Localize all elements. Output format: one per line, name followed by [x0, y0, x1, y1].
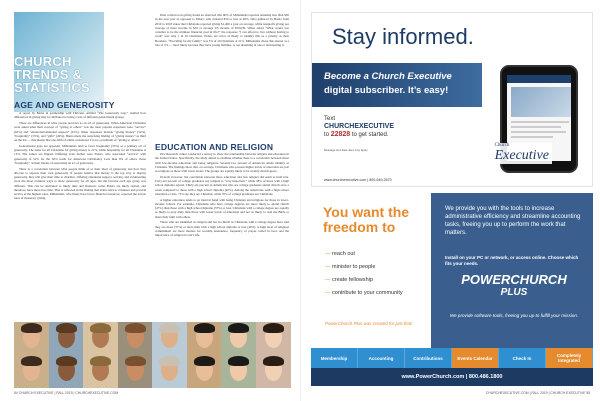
text-keyword: CHURCHEXECUTIVE [324, 123, 395, 130]
subscribe-banner [312, 63, 482, 107]
article-column-education [155, 152, 289, 330]
logo-line-2: PLUS [500, 287, 528, 298]
powerchurch-ad[interactable] [311, 193, 593, 386]
text-to: to [324, 132, 330, 138]
ad2-headline [323, 205, 409, 235]
paragraph: Data collected on giving found an observed that 90% of Millennials reported donating less than $50 in the past year as opposed to Elders, who donated $50 or less at 49%. Data gathered by Barna from 2010 to 2018 states that Christians reported giving $1,400 a year on average, while nonprofit giving per average of more income in $50 or average US income of $59,039. When asked “What would you consider to be the ultimate financial goal in life?” the response “I can afford to live without having to work” was only 1 in 10 Christians. Elders are twice as likely to identify this as a priority as their Boomers. “Providing for my family” was 5% of all Christians at 21%. Millennials chose this answer at a rate of 5% — most likely because they have young families, or are dreaming of one or anticipating it. [155, 13, 289, 47]
banner-line-1: Become a Church Executive [324, 71, 452, 82]
right-page [300, 0, 600, 401]
ad-headline: Stay informed. [332, 24, 474, 49]
paragraph: Pew Research center conducted a survey to show the relationship between religion and education in the United States. Specifically, the study aimed to examine whether there is a correlation between those with low-income education and being religious. Seventy-two percent of American adults identify as Christian. The findings show that, on average, Christians who possess higher levels of education are just as religious as those with lower levels. The groups are equally likely to be weekly church-goers. [155, 152, 289, 173]
section-heading-age: AGE AND GENEROSITY [14, 100, 115, 110]
paragraph: A report by Barna in partnership with Thrivent, entitled “The Generosity Gap,” studied how differences in giving may be attributed to being a part of different generational groups. [14, 111, 146, 120]
tab-check-in[interactable]: Check In [499, 348, 546, 368]
banner-line-2: digital subscriber. It’s easy! [324, 85, 449, 96]
tab-completely-integrated[interactable]: Completely Integrated [546, 348, 593, 368]
list-item: — minister to people [325, 261, 403, 274]
phone-screen-line [511, 131, 566, 133]
portrait-photo [118, 355, 153, 388]
tab-accounting[interactable]: Accounting [358, 348, 405, 368]
ad2-headline-line-2: freedom to [323, 219, 396, 235]
text-started: to get started. [351, 132, 389, 138]
tab-events-calendar[interactable]: Events Calendar [452, 348, 499, 368]
section-heading-education: EDUCATION AND RELIGION [155, 142, 274, 152]
paragraph: Generational gaps are apparent. Millennials tend to favor hospitality (35%) as a primary act of generosity. The same for all Christians for giving money is 21%, while hospitality for all Christians is 13%. The values are flipped. Differing even further were Elders, who associated “service” with generosity at 52% for the 62% norm for American Christians). Less than 9% of elders chose “hospitality” as their means of expressing an act of generosity. [14, 143, 146, 165]
phone-screen-line [511, 126, 561, 128]
ad2-install-note: Install on your PC or network, or access online. Choose which fits your needs. [445, 255, 579, 266]
paragraph: Those who are identified as religion and not in church as Christians with a college degree have said they are more (37%) or more than with a high school diploma or less (46%). A high level of religious commitment are more matters for worship attendance, frequency of prayer, belief in God, and the importance of religion in one’s life. [155, 220, 289, 237]
freedom-list [325, 248, 403, 300]
church-executive-logo [492, 143, 552, 164]
portrait-photo [14, 355, 49, 388]
ad2-pitch: We provide you with the tools to increase administrative efficiency and streamline accounting tasks, freeing you up to perform the work that matters. [445, 206, 581, 236]
portrait-photo [152, 322, 187, 355]
folio-left: 54 CHURCH EXECUTIVE | FALL 2019 | CHURCHEXECUTIVE.COM [14, 391, 119, 395]
text-label: Text [324, 116, 336, 122]
church-executive-ad[interactable] [311, 12, 593, 187]
folio-right: CHURCHEXECUTIVE.COM | FALL 2019 | CHURCH EXECUTIVE 55 [485, 391, 590, 395]
list-item: — reach out [325, 248, 403, 261]
page-title-line-2: STATISTICS [14, 80, 90, 95]
ad-left-panel [311, 193, 431, 348]
paragraph: A higher education tends to go hand in hand with being Christian and religious for those in lower-income cohorts. For example, Christians who have college degrees are more likely to attend church (47%) than those with a high school diploma (37%) or less. Christians with a college degree are equally as likely to pray daily than those with lower levels of education and not as likely to read the Bible or share their faith with others. [155, 197, 289, 219]
logo-big-word: Executive [494, 148, 549, 163]
powerchurch-logo [445, 273, 583, 299]
portrait-photo [221, 355, 256, 388]
portrait-photo [83, 322, 118, 355]
tab-contributions[interactable]: Contributions [405, 348, 452, 368]
list-item: — create fellowship [325, 274, 403, 287]
text-to-subscribe [324, 115, 394, 139]
tab-membership[interactable]: Membership [311, 348, 358, 368]
fine-print: Message and data rates may apply. [324, 148, 369, 152]
paragraph: Overall, however, the correlation between more education and less religion did seem to hold true. Forty-six percent of college graduates say religion is “very important,” while 58% of those with a high school diploma agreed. Thirty-six percent of Americans who are college graduates attend church once a week compared to those with a high school diploma (40%). Among the Americans with a high school education or less, 75% say they are Christian, while 70% of college graduates are Christians. [155, 174, 289, 196]
short-code: 22828 [330, 131, 351, 138]
portrait-photo [187, 355, 222, 388]
paragraph: There are differences in what people perceive as an act of generosity. When American Christians were asked what their concept of “giving to others” was the most popular responses were “service” (62%) and “emotional/relational support” (61%). Other responses include “giving money” (52%), “hospitality” (53%), and “gifts” (49%). Barna made the surprising finding of “giving money” as third on the list — this means that one-fifth of adults considered it to be a premium of “giving to others.” [14, 121, 146, 142]
portrait-photo [187, 322, 222, 355]
phone-screen-bar [507, 75, 571, 83]
portrait-photo-grid [14, 322, 290, 388]
phone-screen-line [511, 136, 553, 138]
logo-small-word: Church [494, 143, 510, 148]
phone-screen-line [511, 121, 569, 123]
phone-screen-photo [511, 87, 571, 117]
portrait-photo [152, 355, 187, 388]
ad2-headline-line-1: You want the [323, 204, 410, 220]
portrait-photo [256, 355, 291, 388]
logo-line-1: POWERCHURCH [461, 272, 567, 287]
portrait-photo [118, 322, 153, 355]
ad-url[interactable]: www.churchexecutive.com | 800-649-2670 [324, 178, 392, 182]
ad2-tagline: We provide software tools, freeing you up to fulfill your mission. [449, 313, 579, 318]
portrait-photo [256, 322, 291, 355]
portrait-photo [83, 355, 118, 388]
portrait-photo [49, 322, 84, 355]
feature-nav [311, 348, 593, 368]
article-column-giving [155, 13, 289, 137]
ad2-footer-contact[interactable]: www.PowerChurch.com | 800.486.1800 [311, 368, 593, 386]
portrait-photo [49, 355, 84, 388]
page-title [14, 55, 106, 94]
ad2-note: PowerChurch Plus was created for just that! [325, 321, 413, 326]
page-title-line-1: CHURCH TRENDS & [14, 54, 83, 82]
portrait-photo [221, 322, 256, 355]
article-column-age [14, 111, 146, 322]
list-item: — contribute to your community [325, 287, 403, 300]
portrait-photo [14, 322, 49, 355]
paragraph: There is a correlation between what people think of as their ideal of generosity and how they allocate to express their own generosity. If people believe that money is the top way to display generosity, they will give their time to charities. Offering emotional support, serving, and volunteering were the most common ways to show generosity for all ages, but the favorite each age group was different. This can be attributed to likely time and finances, some Elders are likely retired, and therefore, have more free time. This is reflected in the finding that elders tend to volunteer and provide service at the highest rates. Millennials, who likely have fewer financial resources, reported the lowest rates of monetary giving. [14, 166, 146, 201]
